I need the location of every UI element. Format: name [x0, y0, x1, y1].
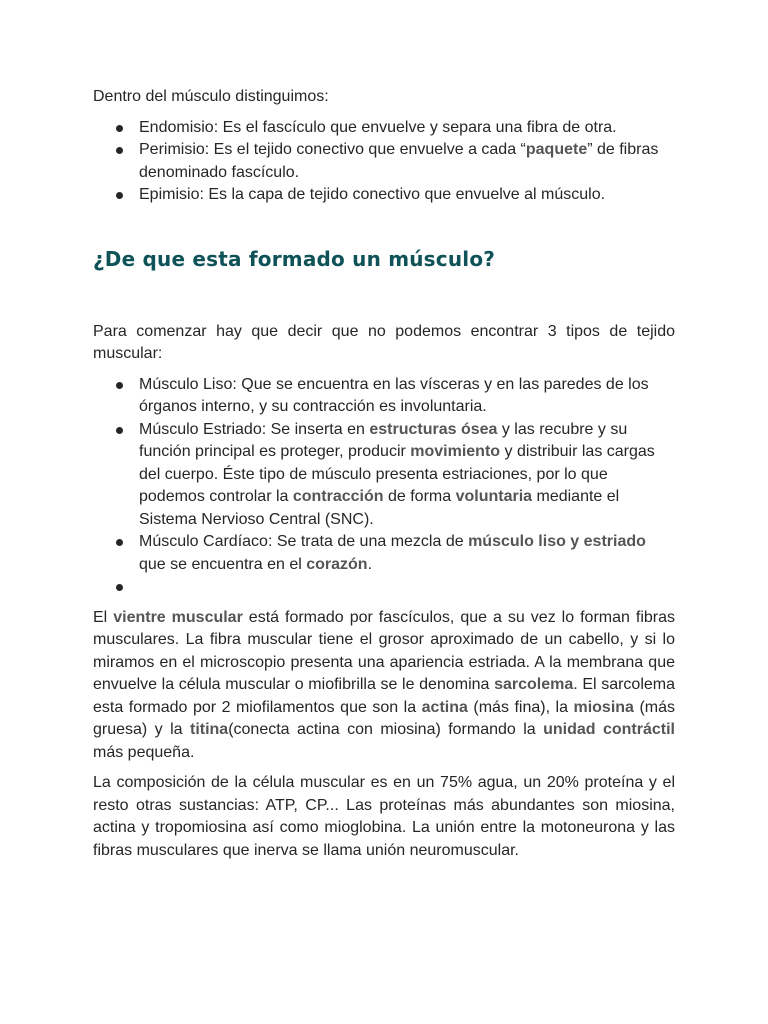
muscle-layers-list [93, 117, 675, 207]
list-text: y distribuir las cargas del cuerpo. Éste tipo de músculo presenta estriaciones, por lo que podemos controlar la [139, 443, 655, 505]
list-item-epimisio: Epimisio: Es la capa de tejido conectivo que envuelve al músculo. [93, 184, 675, 207]
para-text: más pequeña. [93, 743, 195, 761]
list-text: Músculo Estriado: Se inserta en [139, 420, 370, 438]
intro-paragraph: Para comenzar hay que decir que no podemos encontrar 3 tipos de tejido muscular: [93, 322, 675, 362]
list-text: ” de fibras denominado fascículo. [139, 141, 659, 181]
keyword-paquete: paquete [525, 141, 588, 158]
para-text: (más fina), la [467, 698, 574, 716]
keyword-miosina: miosina [573, 698, 634, 716]
list-item-musculo-liso: Músculo Liso: Que se encuentra en las vísceras y en las paredes de los órganos interno, y su contracción es involuntaria. [93, 374, 675, 419]
list-item-empty [93, 576, 675, 599]
document-page [93, 86, 675, 862]
list-text: Músculo Cardíaco: Se trata de una mezcla de [139, 533, 469, 550]
list-text: Perimisio: Es el tejido conectivo que envuelve a cada “ [139, 141, 526, 158]
keyword-estructuras-osea: estructuras ósea [369, 420, 498, 438]
body-paragraph-composicion: La composición de la célula muscular es en un 75% agua, un 20% proteína y el resto otras sustancias: ATP, CP... Las proteínas más abundantes son miosina, actina y tropomiosina así como mioglobina. La unión entre la motoneurona y las fibras musculares que inerva se llama unión neuromuscular. [93, 774, 675, 859]
keyword-musculo-liso-estriado: músculo liso y estriado [468, 533, 646, 550]
list-text: de forma [383, 488, 456, 505]
keyword-contraccion: contracción [292, 488, 384, 505]
keyword-unidad-contractil: unidad contráctil [543, 721, 676, 738]
para-text: El [93, 608, 114, 626]
list-item-musculo-estriado [93, 419, 675, 532]
para-text: (conecta actina con miosina) formando la [228, 721, 544, 738]
list-item-perimisio [93, 139, 675, 184]
keyword-titina: titina [189, 721, 229, 738]
keyword-actina: actina [421, 698, 468, 716]
section-heading: ¿De que esta formado un músculo? [93, 246, 496, 271]
keyword-movimiento: movimiento [410, 443, 501, 460]
keyword-voluntaria: voluntaria [455, 488, 533, 505]
keyword-vientre-muscular: vientre muscular [113, 608, 243, 626]
para-text: . El sarcolema esta formado por 2 miofilamentos que son la [93, 676, 676, 716]
muscle-types-list [93, 374, 675, 599]
keyword-sarcolema: sarcolema [494, 676, 574, 693]
list-text: y las recubre y su función principal es proteger, producir [139, 420, 628, 460]
list-item-musculo-cardiaco [93, 531, 675, 576]
para-text: (más gruesa) y la [93, 698, 676, 738]
list-item-endomisio: Endomisio: Es el fascículo que envuelve y separa una fibra de otra. [93, 117, 675, 140]
keyword-corazon: corazón [306, 555, 368, 573]
list-text: que se encuentra en el [139, 555, 307, 573]
list-text: . [367, 555, 373, 573]
para-text: está formado por fascículos, que a su vez lo forman fibras musculares. La fibra muscular tiene el grosor aproximado de un cabello, y si lo miramos en el microscopio presenta una apariencia estriada. A la membrana que envuelve la célula muscular o miofibrilla se le denomina [93, 608, 676, 693]
list-text: mediante el Sistema Nervioso Central (SNC). [139, 488, 620, 528]
body-paragraph-fibra [93, 607, 675, 765]
intro-text: Dentro del músculo distinguimos: [93, 88, 329, 105]
